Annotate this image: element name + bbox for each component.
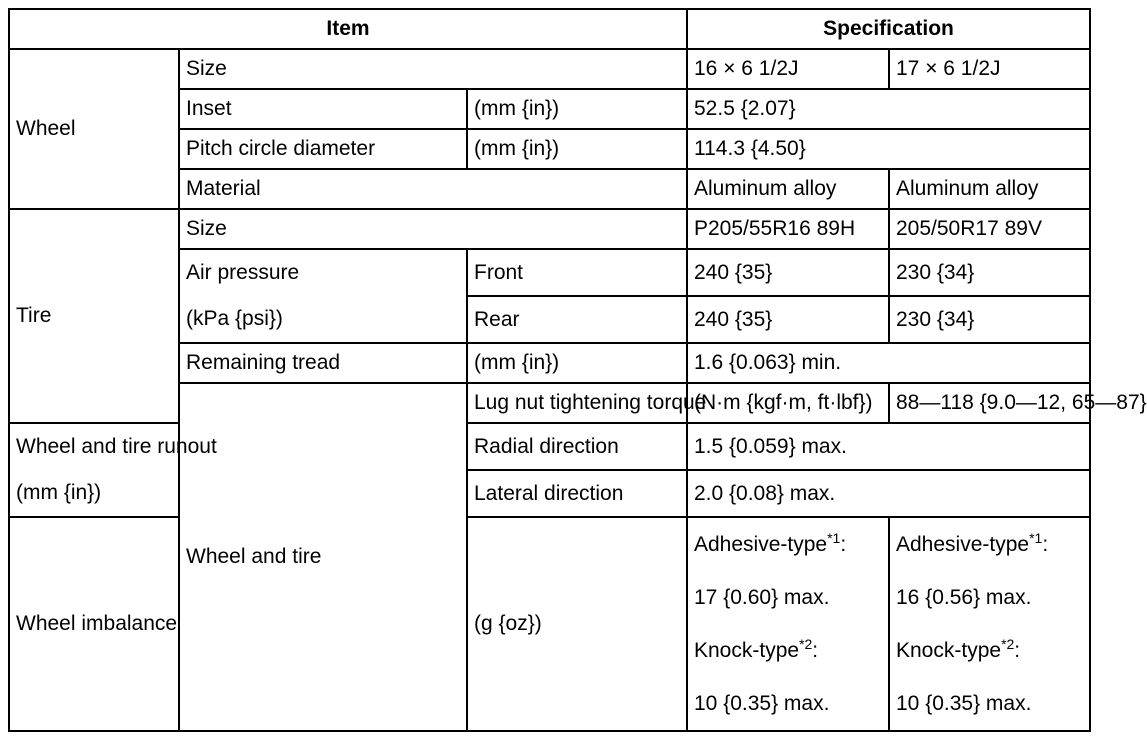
wheel-pcd-unit: (mm {in}) bbox=[467, 129, 687, 169]
header-specification: Specification bbox=[687, 9, 1090, 49]
wheel-pcd-value: 114.3 {4.50} bbox=[687, 129, 1090, 169]
tire-size-16: P205/55R16 89H bbox=[687, 209, 889, 249]
group-tire: Tire bbox=[9, 209, 179, 423]
footnote-2: *2 bbox=[799, 636, 813, 652]
runout-label bbox=[9, 423, 217, 517]
colon: : bbox=[1014, 639, 1021, 662]
lateral-label: Lateral direction bbox=[467, 470, 687, 517]
radial-value: 1.5 {0.059} max. bbox=[687, 423, 1090, 470]
knock-value-17: 10 {0.35} max. bbox=[896, 692, 1032, 715]
tire-front-16: 240 {35} bbox=[687, 249, 889, 296]
lug-torque-value: 88—118 {9.0—12, 65—87} bbox=[889, 383, 1090, 423]
imbalance-17 bbox=[889, 517, 1090, 731]
table-row bbox=[9, 209, 1090, 249]
tire-tread-label: Remaining tread bbox=[179, 343, 467, 383]
colon: : bbox=[1042, 533, 1049, 556]
table-row bbox=[9, 423, 1090, 470]
table-row bbox=[9, 49, 1090, 89]
knock-type-label: Knock-type bbox=[896, 639, 1002, 662]
imbalance-16 bbox=[687, 517, 889, 731]
wheel-tire-spec-table bbox=[8, 8, 1147, 732]
runout-text: Wheel and tire runout bbox=[16, 435, 217, 459]
radial-label: Radial direction bbox=[467, 423, 687, 470]
header-item: Item bbox=[9, 9, 687, 49]
wheel-material-17: Aluminum alloy bbox=[889, 169, 1090, 209]
tire-rear-17: 230 {34} bbox=[889, 296, 1090, 343]
knock-line-17 bbox=[896, 624, 1083, 677]
knock-type-label: Knock-type bbox=[694, 639, 800, 662]
group-wheel: Wheel bbox=[9, 49, 179, 209]
footnote-1: *1 bbox=[827, 530, 841, 546]
knock-value-16: 10 {0.35} max. bbox=[694, 692, 830, 715]
imbalance-unit: (g {oz}) bbox=[467, 517, 687, 731]
adhesive-value-17: 16 {0.56} max. bbox=[896, 586, 1032, 609]
tire-size-label: Size bbox=[179, 209, 687, 249]
table-row bbox=[9, 517, 1090, 731]
wheel-inset-value: 52.5 {2.07} bbox=[687, 89, 1090, 129]
adhesive-type-label: Adhesive-type bbox=[896, 533, 1030, 556]
lateral-value: 2.0 {0.08} max. bbox=[687, 470, 1090, 517]
footnote-2: *2 bbox=[1001, 636, 1015, 652]
tire-tread-unit: (mm {in}) bbox=[467, 343, 687, 383]
colon: : bbox=[812, 639, 819, 662]
tire-front-17: 230 {34} bbox=[889, 249, 1090, 296]
tire-air-pressure-unit: (kPa {psi}) bbox=[186, 307, 283, 331]
tire-front-label: Front bbox=[467, 249, 687, 296]
adhesive-value-16: 17 {0.60} max. bbox=[694, 586, 830, 609]
knock-line-16 bbox=[694, 624, 882, 677]
wheel-inset-label: Inset bbox=[179, 89, 467, 129]
adhesive-type-label: Adhesive-type bbox=[694, 533, 828, 556]
lug-torque-label: Lug nut tightening torque bbox=[467, 383, 687, 423]
tire-rear-label: Rear bbox=[467, 296, 687, 343]
tire-air-pressure-label bbox=[179, 249, 467, 343]
wheel-size-16: 16 × 6 1/2J bbox=[687, 49, 889, 89]
runout-unit: (mm {in}) bbox=[16, 481, 102, 505]
adhesive-line-17 bbox=[896, 518, 1083, 571]
wheel-size-label: Size bbox=[179, 49, 687, 89]
wheel-size-17: 17 × 6 1/2J bbox=[889, 49, 1090, 89]
tire-air-pressure-text: Air pressure bbox=[186, 261, 300, 285]
lug-torque-unit: (N·m {kgf·m, ft·lbf}) bbox=[687, 383, 889, 423]
tire-rear-16: 240 {35} bbox=[687, 296, 889, 343]
imbalance-label: Wheel imbalance bbox=[9, 517, 179, 731]
colon: : bbox=[840, 533, 847, 556]
adhesive-line-16 bbox=[694, 518, 882, 571]
wheel-material-label: Material bbox=[179, 169, 687, 209]
wheel-pcd-label: Pitch circle diameter bbox=[179, 129, 467, 169]
tire-size-17: 205/50R17 89V bbox=[889, 209, 1090, 249]
tire-tread-value: 1.6 {0.063} min. bbox=[687, 343, 1090, 383]
header-row bbox=[9, 9, 1090, 49]
footnote-1: *1 bbox=[1029, 530, 1043, 546]
wheel-inset-unit: (mm {in}) bbox=[467, 89, 687, 129]
group-wheel-and-tire: Wheel and tire bbox=[179, 383, 467, 731]
wheel-material-16: Aluminum alloy bbox=[687, 169, 889, 209]
